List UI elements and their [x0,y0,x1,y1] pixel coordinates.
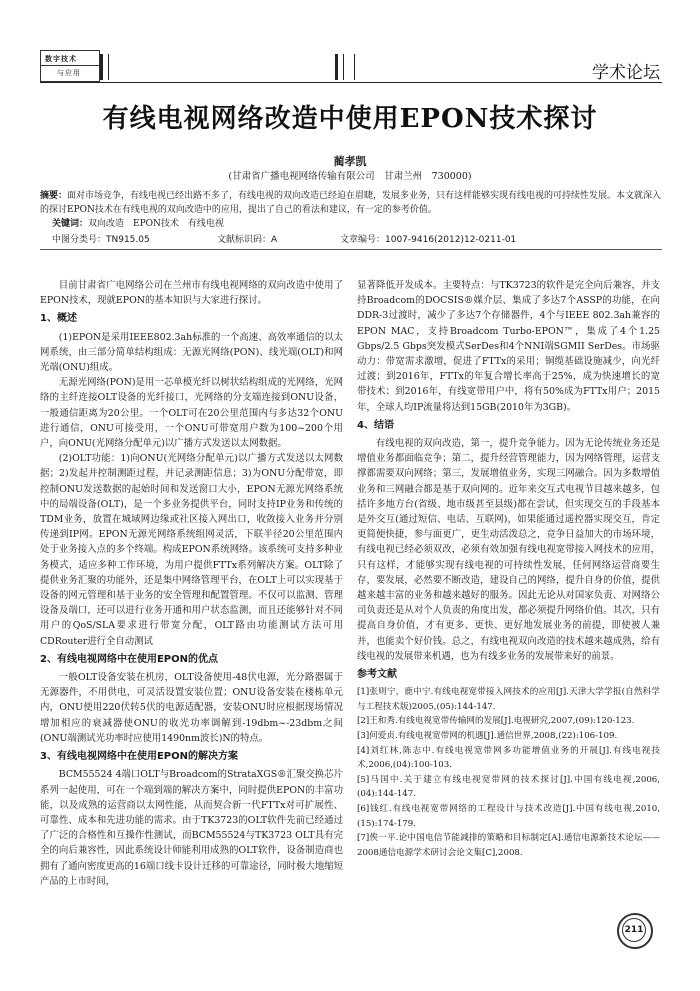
header-bar [343,54,344,80]
keywords-text: 双向改造 EPON技术 有线电视 [88,219,224,229]
paragraph: 一般OLT设备安装在机房，OLT设备使用-48伏电源，光分路器属于无源器件，不用供电，可灵活设置安装位置；ONU设备安装在楼栋单元内，ONU使用220伏转5伏的电源适配器，安装ONU时应根据现场情况增加相应的衰减器使ONU的收光功率调解到-19dbm~-23dbm之间(ONU端测试光功率时应使用1490nm波长)N的特点。 [40,672,343,744]
paragraph: 有线电视的双向改造，第一，提升竞争能力。因为无论传统业务还是增值业务都面临竞争；第二，提升经营管理能力，因为网络管理，运营支撑都需要双向网络；第三，发展增值业务，实现三网融合。因为多数增值业务和三网融合都是基于双向网的。近年来交互式电视节目越来越多，包括许多地方台(省级、地市级甚至县级)都在尝试，但实现交互的手段基本是外交互(通过短信、电话、互联网)，如果能通过遥控器实现交互，肯定更简便快捷，参与面更广，更生动活泼总之，竞争日益加大的市场环境，有线电视已经必须双改，必须有效加强有线电视宽带接入网技术的应用，只有这样，才能够实现有线电视的可持续性发展，任何网络运营商要生存，要发展，必然要不断改造，建设自己的网络，提升自身的价值，提供越来越丰富的业务和越来越好的服务。因此无论从对国家负责、对网络公司负责还是从对个人负责的角度出发，都必须提升网络价值。其次，只有提高自身价值，才有更多、更快、更好地发展业务的前提，即使被人兼并，也能卖个好价钱。总之，有线电视双向改造的技术越来越成熟，给有线电视的发展带来机遇，也为有线多业务的发展带来好的前景。 [357,438,660,662]
meta-divider [40,249,662,250]
reference-list [357,685,660,860]
logo-line1: 数字技术 [45,55,77,63]
section-label: 学术论坛 [592,63,660,83]
left-column [40,278,343,889]
keywords-label: 关键词： [52,219,89,229]
reference-item: [6]钱红.有线电视宽带网络的工程设计与技术改造[J].中国有线电视,2010,(15):174-179. [357,804,660,829]
reference-item: [1]张则宁，鹿中宁.有线电视宽带接入网技术的应用[J].天津大学学报(自然科学与工程技术版)2005,(05):144-147. [357,687,660,712]
section-heading: 1、概述 [40,313,77,325]
paragraph: BCM55524 4端口OLT与Broadcom的StrataXGS®汇聚交换芯片系列一起使用，可在一个端到端的解决方案中，同时提供EPON的丰富功能，以及成熟的运营商以太网性能，从而契合新一代FTTx对可扩展性、可靠性、成本和先进功能的需求。由于TK3723的OLT软件先前已经通过了广泛的合格性和互操作性测试，而BCM55524与TK3723 OLT具有完全的向后兼容性，因此系统设计师能利用成熟的OLT软件，设备制造商也拥有了通向密度更高的16端口线卡设计迁移的可靠途径，同时极大地缩短产品的上市时间， [40,769,343,887]
page-number: 211 [622,918,646,942]
paragraph: 显著降低开发成本。主要特点：与TK3723的软件是完全向后兼容，并支持Broadcom的DOCSIS®媒介层、集成了多达7个ASSP的功能，在向DDR-3过渡时，减少了多达7个存储器件，4个与IEEE 802.3ah兼容的EPON MAC，支持Broadcom Turbo-EPON™，集成了4个1.25 Gbps/2.5 Gbps突发模式SerDes和4个NNI端SGMII SerDes。市场驱动力：带宽需求激增，促进了FTTx的采用；铜缆基础设施减少，向光纤过渡；到2016年，FTTx的年复合增长率高于25%，成为快速增长的宽带技术；到2016年，有线宽带用户中，将有50%成为FTTx用户；2015年，全球人均IP流量将达到15GB(2010年为3GB)。 [357,280,660,413]
clc-number: 中图分类号：TN915.05 [52,235,150,245]
references-heading: 参考文献 [357,669,397,681]
header-bar [108,54,109,80]
paragraph: 无源光网络(PON)是用一芯单模光纤以树状结构组成的光网络，光网络的主纤连接OLT设备的光纤接口，光网络的分支端连接到ONU设备，一般通信距离为20公里。一个OLT可在20公里范围内与多达32个ONU进行通信，ONU可接受用，一个ONU可带宽用户数为100~200个用户，向ONU(光网络分配单元)以广播方式发送以太网数据。 [40,377,343,450]
intro-paragraph: 目前甘肃省广电网络公司在兰州市有线电视网络的双向改造中使用了EPON技术，现就EPON的基本知识与大家进行探讨。 [40,280,343,307]
abstract-text: 面对市场竞争，有线电视已经出路不多了，有线电视的双向改造已经迫在眉睫，发展多业务，只有这样能够实现有线电视的可持续性发展。本文就深入的探讨EPON技术在有线电视的双向改造中的应用，提出了自己的看法和建议，有一定的参考价值。 [40,191,662,215]
paper-title: 有线电视网络改造中使用EPON技术探讨 [102,104,598,134]
reference-item: [5]马国中.关于建立有线电视宽带网的技术探讨[J].中国有线电视,2006,(04):144-147. [357,774,660,800]
header-bar [354,54,355,80]
header-bar [335,54,338,80]
reference-item: [2]王和秀.有线电视宽带传输网的发展[J].电视研究,2007,(09):120-123. [357,716,635,727]
doc-code: 文献标识码：A [217,235,278,245]
abstract [40,189,662,231]
section-heading: 4、结语 [357,419,394,431]
section-heading: 2、有线电视网络中在使用EPON的优点 [40,653,218,665]
section-heading: 3、有线电视网络中在使用EPON的解决方案 [40,751,238,763]
affiliation: (甘肃省广播电视网络传输有限公司 甘肃兰州 730000) [228,171,472,182]
reference-item: [7]俟一平.论中国电信节能减排的策略和目标制定[A].通信电源新技术论坛——2008通信电源学术研讨会论文集[C],2008. [357,833,660,858]
reference-item: [4]刘红林,陈志中.有线电视宽带网多功能增值业务的开展[J].有线电视技术,2006,(04):100-103. [357,745,660,771]
header-divider [40,82,662,83]
author: 蔺孝凯 [333,155,367,168]
paragraph: (2)OLT功能：1)向ONU(光网络分配单元)以广播方式发送以太网数据；2)发起并控制测距过程，并记录测距信息；3)为ONU分配带宽，即控制ONU发送数据的起始时间和发送窗口大小，EPON无源光网络系统中的局端设备(OLT)，是一个多业务提供平台，同时支持IP业务和传统的TDM业务，放置在城域网边缘或社区接入网出口，收敛接入业务并分别传递到IP网。EPON无源光网络系统组网灵活，下联半径20公里范围内处于业务接入点的多个终端。构成EPON系统网络。该系统可支持多种业务模式，适应多种工作环境，为用户提供FTTx系列解决方案。OLT除了提供业务汇聚的功能外，还是集中网络管理平台，在OLT上可以实现基于设备的网元管理和基于业务的安全管理和配置管理。不仅可以监测、管理设备及端口，还可以进行业务开通和用户状态监测，而且还能够针对不同用户的QoS/SLA要求进行带宽分配，OLT路由功能测试方法可用CDRouter进行全自动测试 [40,453,343,647]
paragraph: (1)EPON是采用IEEE802.3ah标准的一个高速、高效率通信的以太网系统，由三部分简单结构组成：无源光网络(PON)、线光端(OLT)和网光端(ONU)组成。 [40,331,343,374]
journal-logo [40,50,100,82]
logo-line2: 与应用 [57,69,81,77]
article-number: 文章编号：1007-9416(2012)12-0211-01 [340,235,517,245]
abstract-label: 摘要： [40,191,68,201]
right-column [357,278,660,860]
page-number-badge [617,913,653,949]
header-bar [100,54,103,80]
reference-item: [3]何爱贞.有线电视宽带网的机遇[J].通信世界,2008,(22):106-109. [357,731,618,742]
